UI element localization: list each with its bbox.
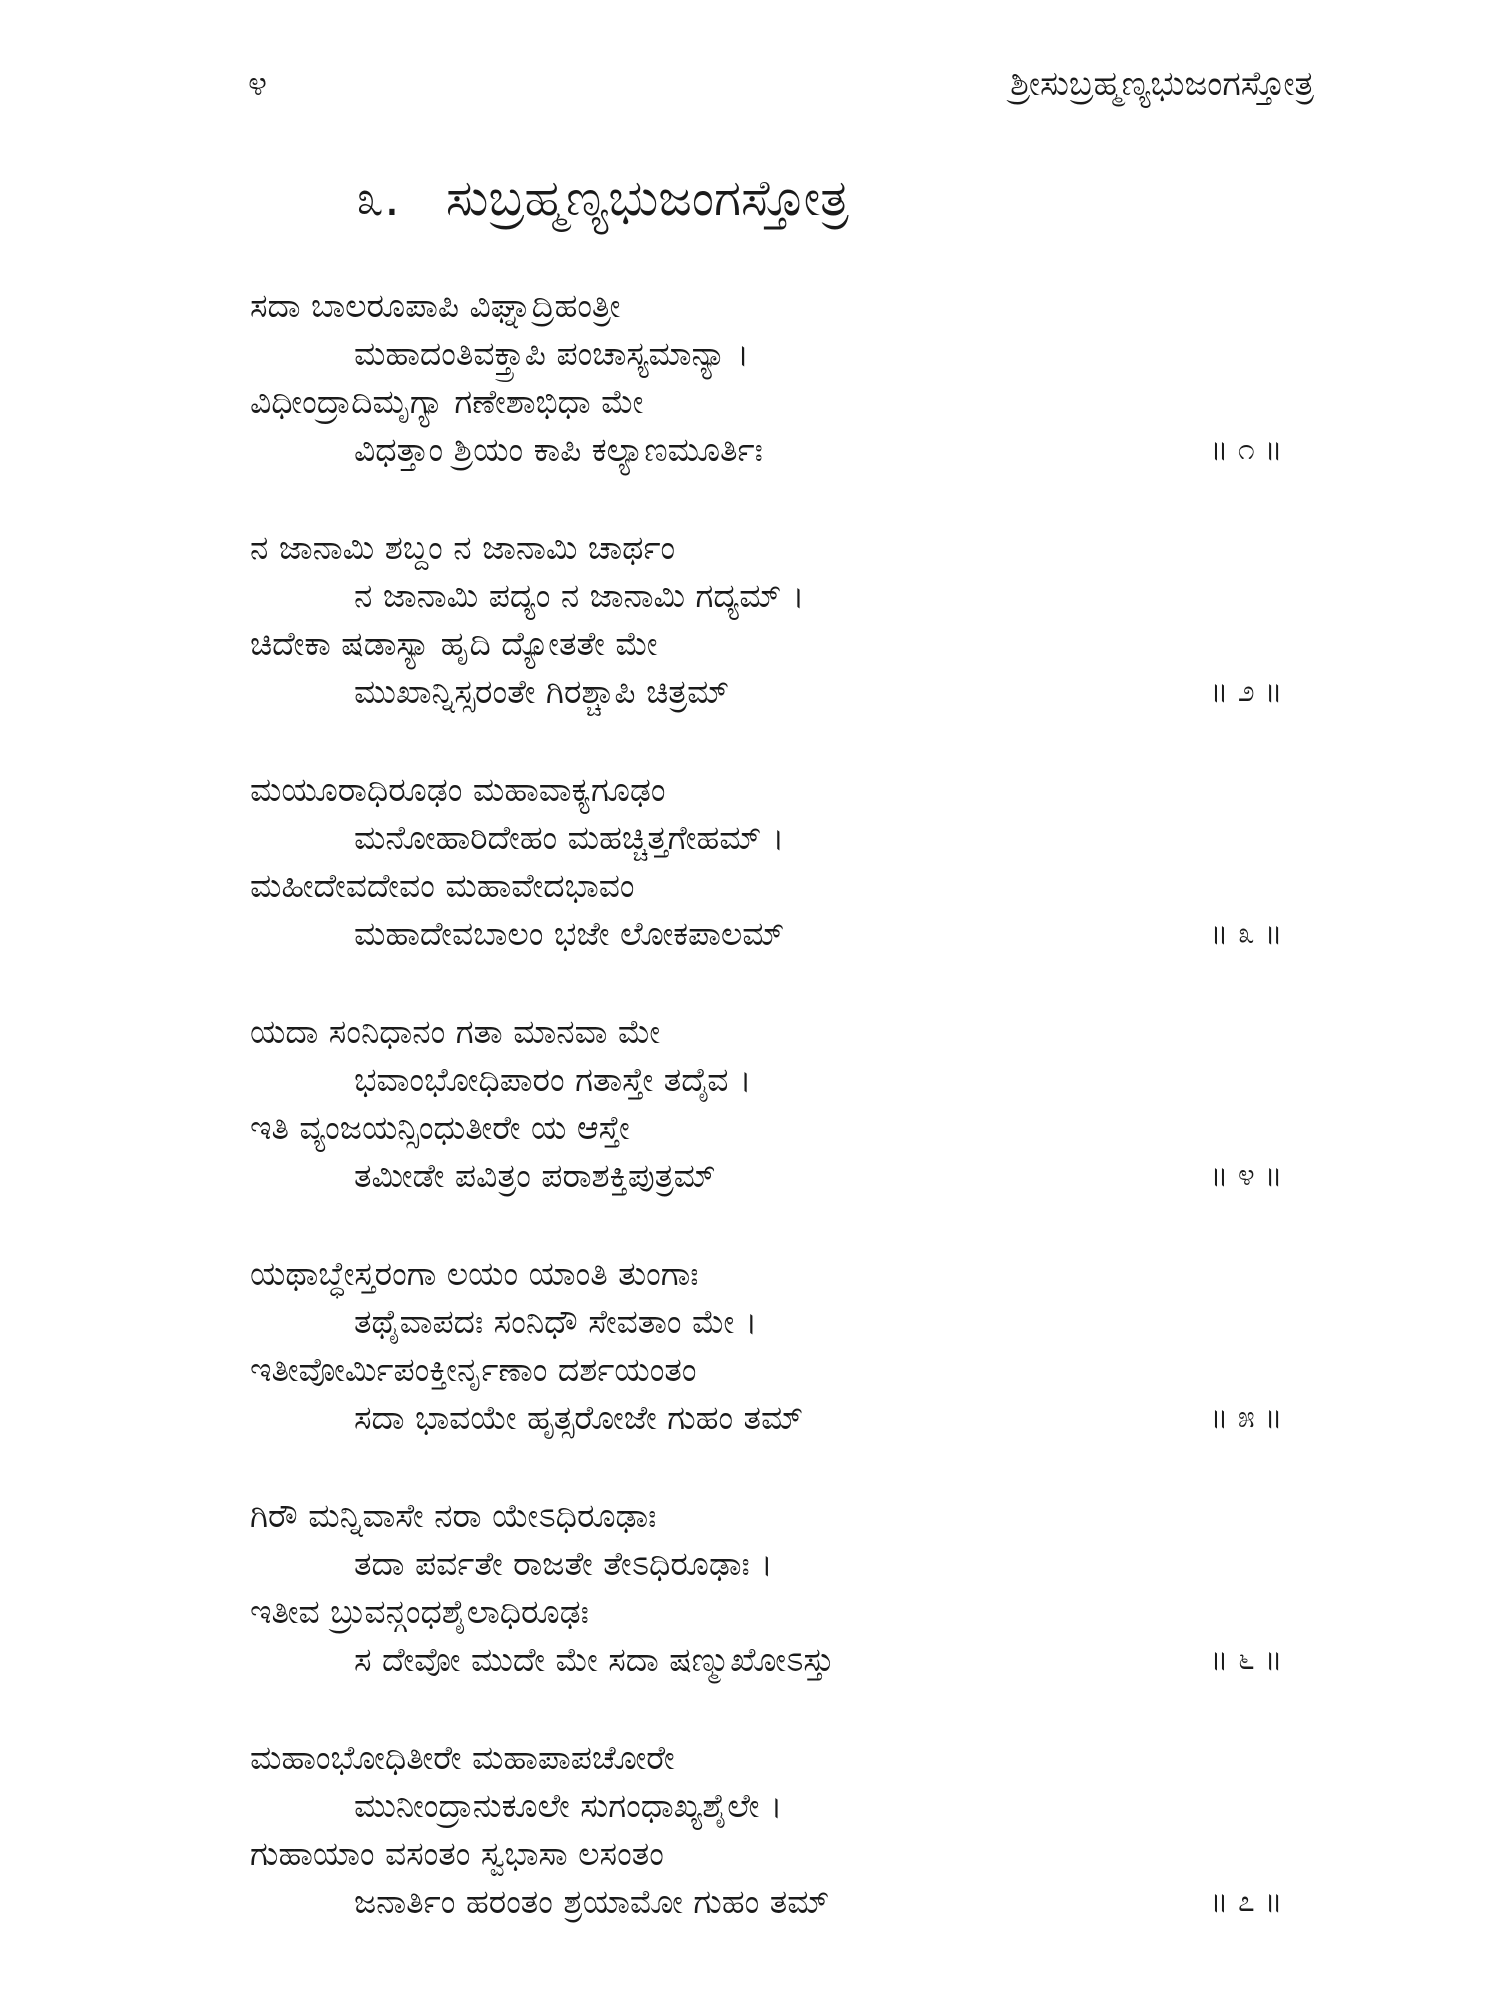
verse-line: ನ ಜಾನಾಮಿ ಶಬ್ದಂ ನ ಜಾನಾಮಿ ಚಾರ್ಥಂ: [250, 528, 676, 567]
verse: [0, 1252, 1500, 1492]
verse-line: ವಿಧತ್ತಾಂ ಶ್ರಿಯಂ ಕಾಪಿ ಕಲ್ಯಾಣಮೂರ್ತಿಃ: [354, 430, 763, 469]
verse-line: ಮನೋಹಾರಿದೇಹಂ ಮಹಚ್ಚಿತ್ತಗೇಹಮ್ ।: [354, 818, 785, 857]
verse: [0, 1736, 1500, 1976]
verse: [0, 526, 1500, 766]
verse-line: ಮಹೀದೇವದೇವಂ ಮಹಾವೇದಭಾವಂ: [250, 866, 635, 905]
verse-line: ಮಹಾದಂತಿವಕ್ತ್ರಾಪಿ ಪಂಚಾಸ್ಯಮಾನ್ಯಾ ।: [354, 334, 750, 373]
verse-line: ಯಥಾಬ್ಧೇಸ್ತರಂಗಾ ಲಯಂ ಯಾಂತಿ ತುಂಗಾಃ: [250, 1254, 699, 1293]
verse-line: ಇತೀವೋರ್ಮಿಪಂಕ್ತೀರ್ನೃಣಾಂ ದರ್ಶಯಂತಂ: [250, 1350, 697, 1389]
verse-line: ಯದಾ ಸಂನಿಧಾನಂ ಗತಾ ಮಾನವಾ ಮೇ: [250, 1012, 661, 1051]
verse-number: ॥ ೪ ॥: [1210, 1158, 1283, 1193]
verse: [0, 1010, 1500, 1250]
chapter-title: ಸುಬ್ರಹ್ಮಣ್ಯಭುಜಂಗಸ್ತೋತ್ರ: [445, 169, 849, 227]
verse-number: ॥ ೭ ॥: [1210, 1884, 1283, 1919]
verse-line: ಗಿರೌ ಮನ್ನಿವಾಸೇ ನರಾ ಯೇಽಧಿರೂಢಾಃ: [250, 1496, 657, 1535]
verse-line: ಸದಾ ಭಾವಯೇ ಹೃತ್ಸರೋಜೇ ಗುಹಂ ತಮ್: [354, 1398, 804, 1437]
chapter-number: ೩.: [356, 169, 400, 227]
verse-line: ಮಹಾದೇವಬಾಲಂ ಭಜೇ ಲೋಕಪಾಲಮ್: [354, 914, 785, 953]
verse-line: ಸದಾ ಬಾಲರೂಪಾಪಿ ವಿಘ್ನಾದ್ರಿಹಂತ್ರೀ: [250, 286, 621, 325]
verse-line: ವಿಧೀಂದ್ರಾದಿಮೃಗ್ಯಾ ಗಣೇಶಾಭಿಧಾ ಮೇ: [250, 382, 644, 421]
verse-line: ಇತೀವ ಬ್ರುವನ್ಗಂಧಶೈಲಾಧಿರೂಢಃ: [250, 1592, 589, 1631]
verse: [0, 768, 1500, 1008]
verse-line: ಚಿದೇಕಾ ಷಡಾಸ್ಯಾ ಹೃದಿ ದ್ಯೋತತೇ ಮೇ: [250, 624, 658, 663]
verse: [0, 1494, 1500, 1734]
verse-line: ನ ಜಾನಾಮಿ ಪದ್ಯಂ ನ ಜಾನಾಮಿ ಗದ್ಯಮ್ ।: [354, 576, 805, 615]
verse-line: ಗುಹಾಯಾಂ ವಸಂತಂ ಸ್ವಭಾಸಾ ಲಸಂತಂ: [250, 1834, 664, 1873]
verse-line: ಮಹಾಂಭೋಧಿತೀರೇ ಮಹಾಪಾಪಚೋರೇ: [250, 1738, 675, 1777]
verse-number: ॥ ೬ ॥: [1210, 1642, 1283, 1677]
verse-number: ॥ ೩ ॥: [1210, 916, 1283, 951]
verse: [0, 284, 1500, 524]
verse-line: ಮುನೀಂದ್ರಾನುಕೂಲೇ ಸುಗಂಧಾಖ್ಯಶೈಲೇ ।: [354, 1786, 783, 1825]
verse-line: ಇತಿ ವ್ಯಂಜಯನ್ಸಿಂಧುತೀರೇ ಯ ಆಸ್ತೇ: [250, 1108, 630, 1147]
running-header-title: ಶ್ರೀಸುಬ್ರಹ್ಮಣ್ಯಭುಜಂಗಸ್ತೋತ್ರ: [1010, 64, 1314, 104]
verse-line: ತದಾ ಪರ್ವತೇ ರಾಜತೇ ತೇಽಧಿರೂಢಾಃ ।: [354, 1544, 773, 1583]
verse-line: ತಮೀಡೇ ಪವಿತ್ರಂ ಪರಾಶಕ್ತಿಪುತ್ರಮ್: [354, 1156, 716, 1195]
page-title: [356, 166, 849, 230]
verse-line: ಜನಾರ್ತಿಂ ಹರಂತಂ ಶ್ರಯಾಮೋ ಗುಹಂ ತಮ್: [354, 1882, 830, 1921]
page-number: ೪: [248, 64, 268, 104]
verse-line: ಮುಖಾನ್ನಿಸ್ಸರಂತೇ ಗಿರಶ್ಚಾಪಿ ಚಿತ್ರಮ್: [354, 672, 730, 711]
verse-number: ॥ ೧ ॥: [1210, 432, 1283, 467]
verse-line: ಭವಾಂಭೋಧಿಪಾರಂ ಗತಾಸ್ತೇ ತದೈವ ।: [354, 1060, 752, 1099]
verse-line: ತಥೈವಾಪದಃ ಸಂನಿಧೌ ಸೇವತಾಂ ಮೇ ।: [354, 1302, 758, 1341]
verse-line: ಮಯೂರಾಧಿರೂಢಂ ಮಹಾವಾಕ್ಯಗೂಢಂ: [250, 770, 666, 809]
verse-number: ॥ ೨ ॥: [1210, 674, 1283, 709]
verse-number: ॥ ೫ ॥: [1210, 1400, 1283, 1435]
verse-line: ಸ ದೇವೋ ಮುದೇ ಮೇ ಸದಾ ಷಣ್ಮುಖೋಽಸ್ತು: [354, 1640, 835, 1679]
